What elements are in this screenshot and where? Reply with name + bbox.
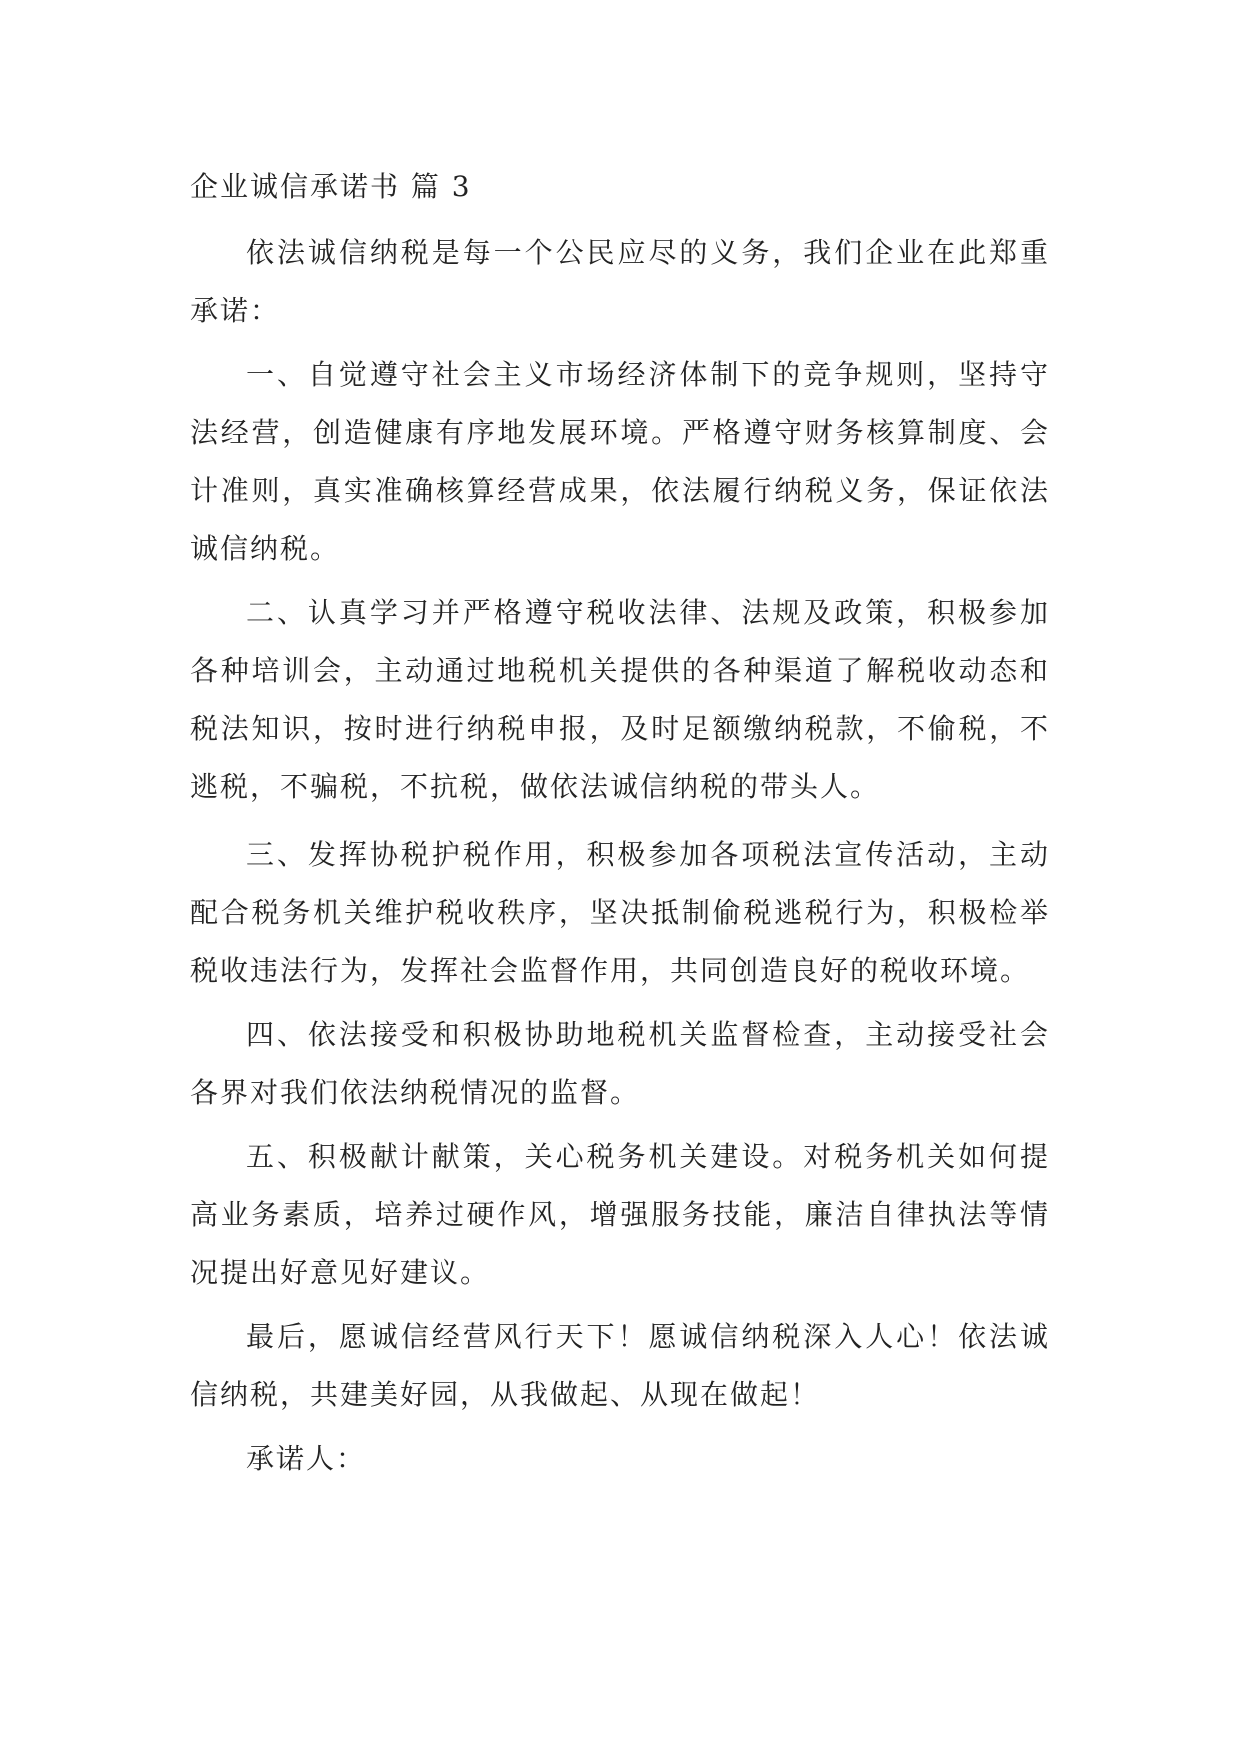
closing-paragraph: 最后，愿诚信经营风行天下！愿诚信纳税深入人心！依法诚信纳税，共建美好园，从我做起、从现在做起！ bbox=[190, 1320, 1050, 1411]
commitment-3-paragraph: 三、发挥协税护税作用，积极参加各项税法宣传活动，主动配合税务机关维护税收秩序，坚决抵制偷税逃税行为，积极检举税收违法行为，发挥社会监督作用，共同创造良好的税收环境。 bbox=[190, 838, 1050, 987]
document-title: 企业诚信承诺书 篇 3 bbox=[190, 170, 472, 203]
commitment-2-paragraph: 二、认真学习并严格遵守税收法律、法规及政策，积极参加各种培训会，主动通过地税机关提供的各种渠道了解税收动态和税法知识，按时进行纳税申报，及时足额缴纳税款，不偷税，不逃税，不骗税，不抗税，做依法诚信纳税的带头人。 bbox=[190, 596, 1050, 803]
commitment-1-paragraph: 一、自觉遵守社会主义市场经济体制下的竞争规则，坚持守法经营，创造健康有序地发展环境。严格遵守财务核算制度、会计准则，真实准确核算经营成果，依法履行纳税义务，保证依法诚信纳税。 bbox=[190, 358, 1050, 565]
document-body bbox=[190, 162, 1050, 1488]
signature-label: 承诺人： bbox=[246, 1442, 367, 1475]
intro-paragraph: 依法诚信纳税是每一个公民应尽的义务，我们企业在此郑重承诺： bbox=[190, 236, 1050, 327]
commitment-4-paragraph: 四、依法接受和积极协助地税机关监督检查，主动接受社会各界对我们依法纳税情况的监督。 bbox=[190, 1018, 1050, 1109]
commitment-5-paragraph: 五、积极献计献策，关心税务机关建设。对税务机关如何提高业务素质，培养过硬作风，增强服务技能，廉洁自律执法等情况提出好意见好建议。 bbox=[190, 1140, 1050, 1289]
